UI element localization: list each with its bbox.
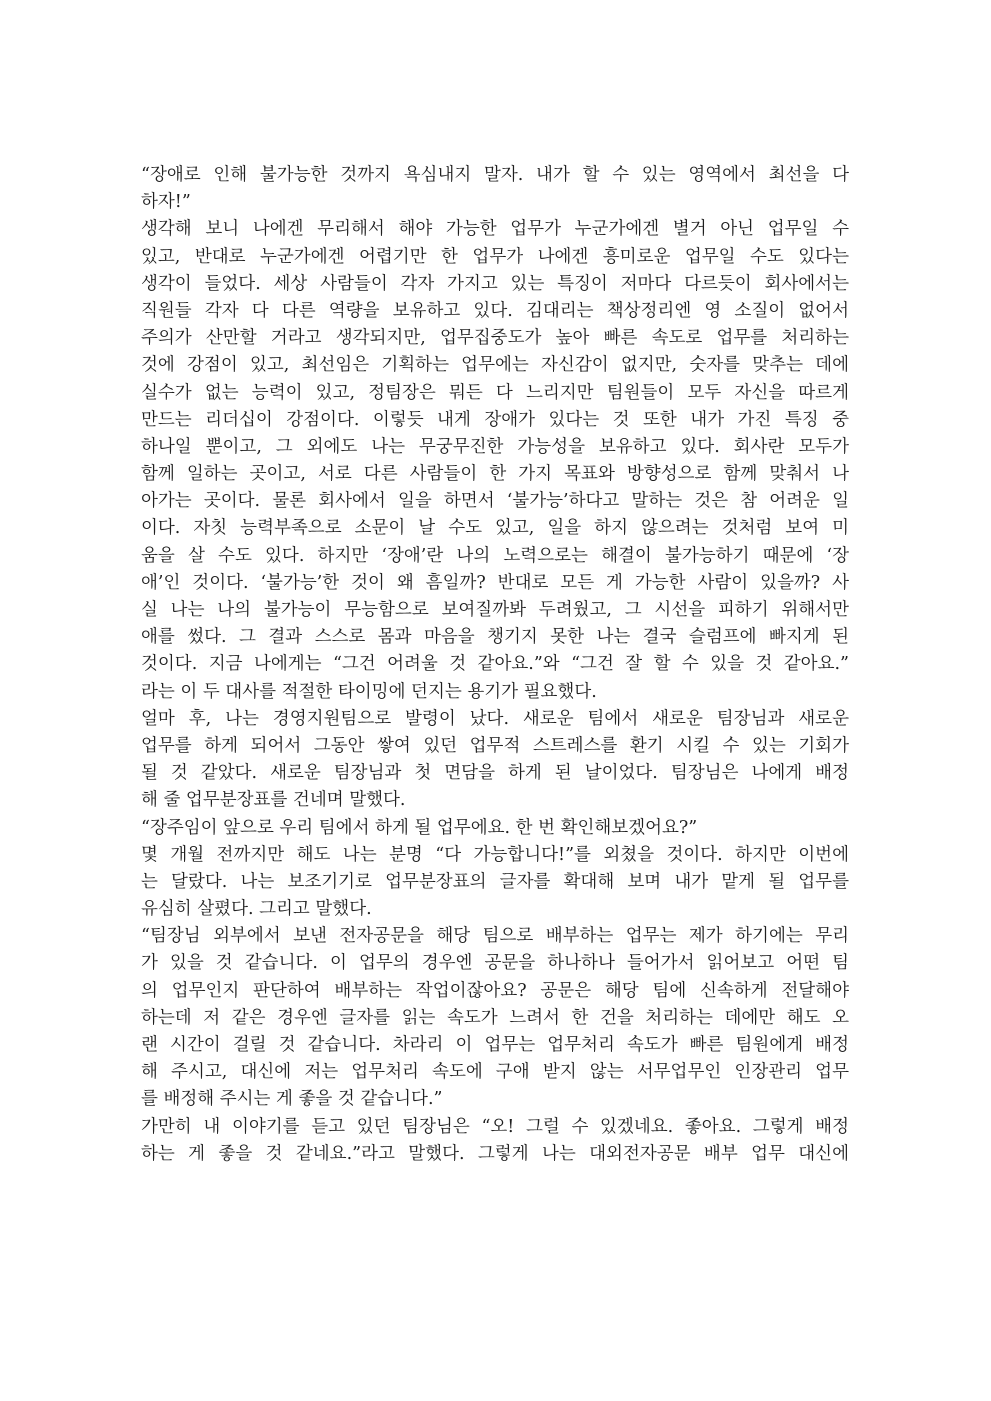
- text-line: 몇 개월 전까지만 해도 나는 분명 “다 가능합니다!”를 외쳤을 것이다. 하지만 이번에: [141, 844, 849, 865]
- text-line: 아가는 곳이다. 물론 회사에서 일을 하면서 ‘불가능’하다고 말하는 것은 참 어려운 일: [141, 491, 849, 512]
- text-line: 를 배정해 주시는 게 좋을 것 같습니다.”: [141, 1089, 443, 1110]
- text-line: 랜 시간이 걸릴 것 같습니다. 차라리 이 업무는 업무처리 속도가 빠른 팀원에게 배정: [141, 1035, 849, 1055]
- text-line: 것이다. 지금 나에게는 “그건 어려울 것 같아요.”와 “그건 잘 할 수 있을 것 같아요.”: [141, 654, 849, 675]
- text-line: “장주임이 앞으로 우리 팀에서 하게 될 업무에요. 한 번 확인해보겠어요?”: [141, 817, 698, 838]
- text-line: 만드는 리더십이 강점이다. 이렇듯 내게 장애가 있다는 것 또한 내가 가진 특징 중: [141, 409, 849, 430]
- text-line: 있고, 반대로 누군가에겐 어렵기만 한 업무가 나에겐 흥미로운 업무일 수도 있다는: [141, 246, 849, 267]
- text-line: “장애로 인해 불가능한 것까지 욕심내지 말자. 내가 할 수 있는 영역에서 최선을 다: [141, 165, 849, 185]
- text-line: 얼마 후, 나는 경영지원팀으로 발령이 났다. 새로운 팀에서 새로운 팀장님과 새로운: [141, 708, 849, 729]
- text-line: 실 나는 나의 불가능이 무능함으로 보여질까봐 두려웠고, 그 시선을 피하기 위해서만: [141, 600, 849, 620]
- text-line: 업무를 하게 되어서 그동안 쌓여 있던 업무적 스트레스를 환기 시킬 수 있는 기회가: [141, 735, 849, 756]
- text-line: 가 있을 것 같습니다. 이 업무의 경우엔 공문을 하나하나 들어가서 읽어보고 어떤 팀: [141, 953, 849, 974]
- text-line: 생각해 보니 나에겐 무리해서 해야 가능한 업무가 누군가에겐 별거 아닌 업무일 수: [141, 219, 849, 240]
- text-line: 이다. 자칫 능력부족으로 소문이 날 수도 있고, 일을 하지 않으려는 것처럼 보여 미: [141, 518, 849, 539]
- text-line: 것에 강점이 있고, 최선임은 기획하는 업무에는 자신감이 없지만, 숫자를 맞추는 데에: [141, 355, 849, 376]
- text-line: 가만히 내 이야기를 듣고 있던 팀장님은 “오! 그럴 수 있겠네요. 좋아요. 그렇게 배정: [141, 1116, 849, 1137]
- text-line: 될 것 같았다. 새로운 팀장님과 첫 면담을 하게 된 날이었다. 팀장님은 나에게 배정: [141, 763, 849, 784]
- text-line: 하나일 뿐이고, 그 외에도 나는 무궁무진한 가능성을 보유하고 있다. 회사란 모두가: [141, 436, 849, 457]
- text-line: “팀장님 외부에서 보낸 전자공문을 해당 팀으로 배부하는 업무는 제가 하기에는 무리: [141, 926, 849, 947]
- text-line: 애를 썼다. 그 결과 스스로 몸과 마음을 챙기지 못한 나는 결국 슬럼프에 빠지게 된: [141, 627, 849, 648]
- text-line: 유심히 살폈다. 그리고 말했다.: [141, 899, 372, 920]
- text-line: 는 달랐다. 나는 보조기기로 업무분장표의 글자를 확대해 보며 내가 맡게 될 업무를: [141, 871, 849, 892]
- text-line: 움을 살 수도 있다. 하지만 ‘장애’란 나의 노력으로는 해결이 불가능하기 때문에 ‘장: [141, 545, 849, 566]
- text-line: 의 업무인지 판단하여 배부하는 작업이잖아요? 공문은 해당 팀에 신속하게 전달해야: [141, 980, 849, 1001]
- text-line: 해 줄 업무분장표를 건네며 말했다.: [141, 790, 406, 811]
- text-line: 함께 일하는 곳이고, 서로 다른 사람들이 한 가지 목표와 방향성으로 함께 맞춰서 나: [141, 464, 849, 485]
- text-line: 라는 이 두 대사를 적절한 타이밍에 던지는 용기가 필요했다.: [141, 681, 597, 702]
- text-line: 주의가 산만할 거라고 생각되지만, 업무집중도가 높아 빠른 속도로 업무를 처리하는: [141, 328, 849, 349]
- text-line: 직원들 각자 다 다른 역량을 보유하고 있다. 김대리는 책상정리엔 영 소질이 없어서: [141, 300, 849, 321]
- text-line: 애’인 것이다. ‘불가능’한 것이 왜 흠일까? 반대로 모든 게 가능한 사람이 있을까? 사: [141, 572, 849, 593]
- document-body-text: [141, 162, 849, 1168]
- text-line: 하는 게 좋을 것 같네요.”라고 말했다. 그렇게 나는 대외전자공문 배부 업무 대신에: [141, 1143, 849, 1164]
- text-line: 하는데 저 같은 경우엔 글자를 읽는 속도가 느려서 한 건을 처리하는 데에만 해도 오: [141, 1007, 849, 1028]
- text-line: 실수가 없는 능력이 있고, 정팀장은 뭐든 다 느리지만 팀원들이 모두 자신을 따르게: [141, 382, 849, 403]
- text-line: 생각이 들었다. 세상 사람들이 각자 가지고 있는 특징이 저마다 다르듯이 회사에서는: [141, 273, 849, 294]
- text-line: 해 주시고, 대신에 저는 업무처리 속도에 구애 받지 않는 서무업무인 인장관리 업무: [141, 1062, 849, 1083]
- text-line: 하자!”: [141, 192, 191, 213]
